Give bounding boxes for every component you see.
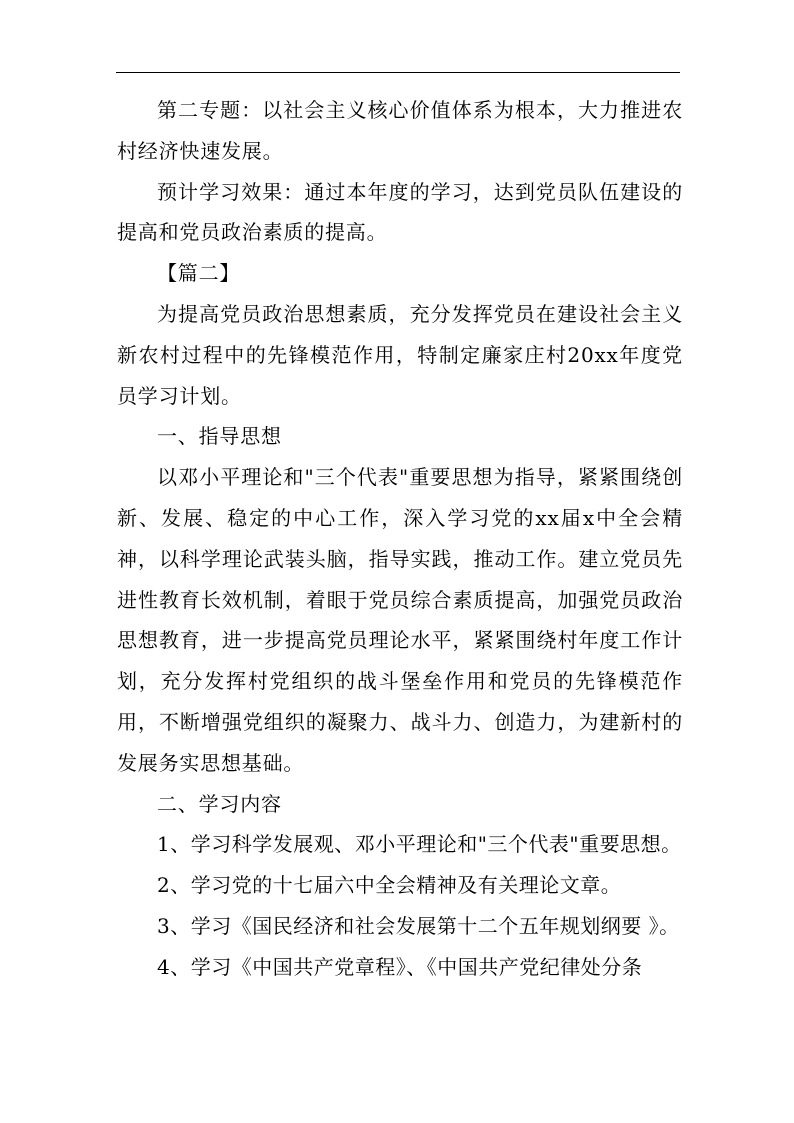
paragraph-guiding-text: 以邓小平理论和"三个代表"重要思想为指导，紧紧围绕创新、发展、稳定的中心工作，深入学习党的xx届x中全会精神，以科学理论武装头脑，指导实践，推动工作。建立党员先进性教育长效机制，着眼于党员综合素质提高，加强党员政治思想教育，进一步提高党员理论水平，紧紧围绕村年度工作计划，充分发挥村党组织的战斗堡垒作用和党员的先锋模范作用，不断增强党组织的凝聚力、战斗力、创造力，为建新村的发展务实思想基础。 — [117, 465, 683, 775]
paragraph-topic-two: 第二专题：以社会主义核心价值体系为根本，大力推进农村经济快速发展。 — [117, 98, 683, 163]
paragraph-intro: 为提高党员政治思想素质，充分发挥党员在建设社会主义新农村过程中的先锋模范作用，特制定廉家庄村20xx年度党员学习计划。 — [117, 301, 683, 408]
document-body — [117, 90, 683, 988]
study-item-4: 4、学习《中国共产党章程》、《中国共产党纪律处分条 — [157, 954, 643, 979]
heading-guiding-thought: 一、指导思想 — [157, 424, 282, 449]
paragraph-expected-effect: 预计学习效果：通过本年度的学习，达到党员队伍建设的提高和党员政治素质的提高。 — [117, 179, 683, 245]
section-marker: 【篇二】 — [157, 261, 241, 286]
header-rule — [116, 72, 680, 73]
study-item-2: 2、学习党的十七届六中全会精神及有关理论文章。 — [157, 873, 622, 898]
heading-study-content: 二、学习内容 — [157, 791, 282, 816]
study-item-1: 1、学习科学发展观、邓小平理论和"三个代表"重要思想。 — [157, 832, 682, 857]
study-item-3: 3、学习《国民经济和社会发展第十二个五年规划纲要 》。 — [157, 913, 680, 938]
